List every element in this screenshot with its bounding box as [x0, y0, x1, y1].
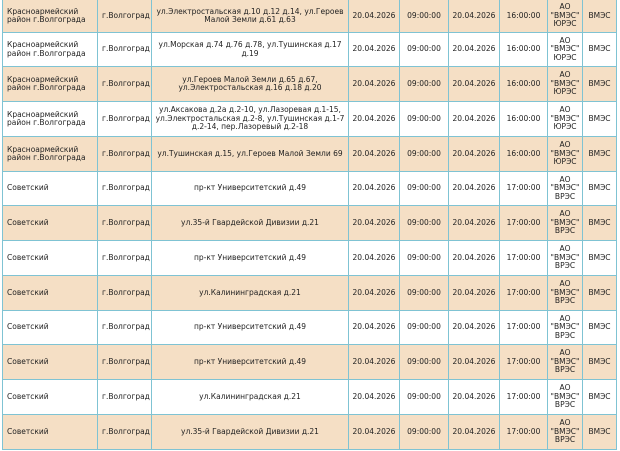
district-cell: Красноармейский район г.Волгограда	[3, 33, 98, 67]
company-cell: АО "ВМЭС" ЮРЭС	[548, 102, 583, 137]
table-row	[3, 137, 617, 172]
city-cell: г.Волгоград	[98, 172, 152, 206]
district-cell: Советский	[3, 241, 98, 276]
company-cell: АО "ВМЭС" ВРЭС	[548, 241, 583, 276]
table-row	[3, 276, 617, 311]
district-cell: Советский	[3, 415, 98, 450]
streets-cell: ул.35-й Гвардейской Дивизии д.21	[152, 206, 349, 241]
start-time-cell: 09:00:00	[400, 0, 449, 33]
owner-cell: ВМЭС	[583, 415, 617, 450]
streets-cell: ул.Калининградская д.21	[152, 276, 349, 311]
owner-cell: ВМЭС	[583, 0, 617, 33]
start-date-cell: 20.04.2026	[349, 172, 400, 206]
table-row	[3, 172, 617, 206]
end-date-cell: 20.04.2026	[449, 380, 500, 415]
company-cell: АО "ВМЭС" ВРЭС	[548, 206, 583, 241]
company-cell: АО "ВМЭС" ЮРЭС	[548, 137, 583, 172]
district-cell: Советский	[3, 172, 98, 206]
streets-cell: пр-кт Университетский д.49	[152, 172, 349, 206]
streets-cell: ул.Калининградская д.21	[152, 380, 349, 415]
start-time-cell: 09:00:00	[400, 137, 449, 172]
end-time-cell: 16:00:00	[500, 0, 548, 33]
outage-table	[2, 0, 617, 450]
end-date-cell: 20.04.2026	[449, 33, 500, 67]
end-date-cell: 20.04.2026	[449, 67, 500, 102]
end-time-cell: 16:00:00	[500, 67, 548, 102]
start-date-cell: 20.04.2026	[349, 241, 400, 276]
start-time-cell: 09:00:00	[400, 67, 449, 102]
company-cell: АО "ВМЭС" ЮРЭС	[548, 0, 583, 33]
city-cell: г.Волгоград	[98, 206, 152, 241]
end-date-cell: 20.04.2026	[449, 276, 500, 311]
table-row	[3, 241, 617, 276]
city-cell: г.Волгоград	[98, 415, 152, 450]
city-cell: г.Волгоград	[98, 276, 152, 311]
district-cell: Советский	[3, 380, 98, 415]
company-cell: АО "ВМЭС" ВРЭС	[548, 311, 583, 345]
district-cell: Советский	[3, 345, 98, 380]
end-date-cell: 20.04.2026	[449, 345, 500, 380]
district-cell: Красноармейский район г.Волгограда	[3, 67, 98, 102]
owner-cell: ВМЭС	[583, 102, 617, 137]
streets-cell: ул.Героев Малой Земли д.65 д.67, ул.Электростальская д.16 д.18 д.20	[152, 67, 349, 102]
city-cell: г.Волгоград	[98, 0, 152, 33]
end-date-cell: 20.04.2026	[449, 102, 500, 137]
end-time-cell: 17:00:00	[500, 415, 548, 450]
city-cell: г.Волгоград	[98, 102, 152, 137]
table-row	[3, 345, 617, 380]
owner-cell: ВМЭС	[583, 311, 617, 345]
start-date-cell: 20.04.2026	[349, 276, 400, 311]
start-time-cell: 09:00:00	[400, 102, 449, 137]
end-time-cell: 17:00:00	[500, 206, 548, 241]
company-cell: АО "ВМЭС" ВРЭС	[548, 276, 583, 311]
streets-cell: пр-кт Университетский д.49	[152, 241, 349, 276]
end-date-cell: 20.04.2026	[449, 241, 500, 276]
table-row	[3, 0, 617, 33]
table-row	[3, 33, 617, 67]
outage-table-body	[3, 0, 617, 450]
start-time-cell: 09:00:00	[400, 276, 449, 311]
city-cell: г.Волгоград	[98, 380, 152, 415]
end-time-cell: 17:00:00	[500, 311, 548, 345]
start-time-cell: 09:00:00	[400, 345, 449, 380]
owner-cell: ВМЭС	[583, 33, 617, 67]
company-cell: АО "ВМЭС" ВРЭС	[548, 172, 583, 206]
streets-cell: ул.Электростальская д.10 д.12 д.14, ул.Героев Малой Земли д.61 д.63	[152, 0, 349, 33]
start-time-cell: 09:00:00	[400, 206, 449, 241]
table-row	[3, 67, 617, 102]
district-cell: Советский	[3, 206, 98, 241]
end-time-cell: 17:00:00	[500, 380, 548, 415]
district-cell: Советский	[3, 276, 98, 311]
start-date-cell: 20.04.2026	[349, 311, 400, 345]
city-cell: г.Волгоград	[98, 241, 152, 276]
owner-cell: ВМЭС	[583, 380, 617, 415]
district-cell: Красноармейский район г.Волгограда	[3, 102, 98, 137]
start-time-cell: 09:00:00	[400, 311, 449, 345]
company-cell: АО "ВМЭС" ЮРЭС	[548, 33, 583, 67]
owner-cell: ВМЭС	[583, 345, 617, 380]
start-date-cell: 20.04.2026	[349, 33, 400, 67]
owner-cell: ВМЭС	[583, 67, 617, 102]
end-date-cell: 20.04.2026	[449, 0, 500, 33]
streets-cell: пр-кт Университетский д.49	[152, 345, 349, 380]
company-cell: АО "ВМЭС" ВРЭС	[548, 345, 583, 380]
start-date-cell: 20.04.2026	[349, 137, 400, 172]
streets-cell: ул.35-й Гвардейской Дивизии д.21	[152, 415, 349, 450]
start-date-cell: 20.04.2026	[349, 380, 400, 415]
owner-cell: ВМЭС	[583, 137, 617, 172]
city-cell: г.Волгоград	[98, 67, 152, 102]
district-cell: Советский	[3, 311, 98, 345]
city-cell: г.Волгоград	[98, 33, 152, 67]
table-row	[3, 380, 617, 415]
start-time-cell: 09:00:00	[400, 241, 449, 276]
city-cell: г.Волгоград	[98, 311, 152, 345]
start-date-cell: 20.04.2026	[349, 67, 400, 102]
streets-cell: ул.Морская д.74 д.76 д.78, ул.Тушинская д.17 д.19	[152, 33, 349, 67]
end-time-cell: 16:00:00	[500, 33, 548, 67]
owner-cell: ВМЭС	[583, 241, 617, 276]
start-time-cell: 09:00:00	[400, 172, 449, 206]
company-cell: АО "ВМЭС" ВРЭС	[548, 415, 583, 450]
table-row	[3, 311, 617, 345]
end-date-cell: 20.04.2026	[449, 137, 500, 172]
start-date-cell: 20.04.2026	[349, 102, 400, 137]
start-time-cell: 09:00:00	[400, 380, 449, 415]
streets-cell: ул.Тушинская д.15, ул.Героев Малой Земли 69	[152, 137, 349, 172]
start-date-cell: 20.04.2026	[349, 345, 400, 380]
end-date-cell: 20.04.2026	[449, 172, 500, 206]
end-date-cell: 20.04.2026	[449, 206, 500, 241]
district-cell: Красноармейский район г.Волгограда	[3, 0, 98, 33]
end-time-cell: 17:00:00	[500, 241, 548, 276]
start-date-cell: 20.04.2026	[349, 415, 400, 450]
end-date-cell: 20.04.2026	[449, 415, 500, 450]
start-time-cell: 09:00:00	[400, 33, 449, 67]
owner-cell: ВМЭС	[583, 172, 617, 206]
city-cell: г.Волгоград	[98, 137, 152, 172]
end-time-cell: 17:00:00	[500, 172, 548, 206]
city-cell: г.Волгоград	[98, 345, 152, 380]
table-row	[3, 206, 617, 241]
district-cell: Красноармейский район г.Волгограда	[3, 137, 98, 172]
streets-cell: пр-кт Университетский д.49	[152, 311, 349, 345]
start-time-cell: 09:00:00	[400, 415, 449, 450]
table-row	[3, 415, 617, 450]
end-time-cell: 17:00:00	[500, 345, 548, 380]
owner-cell: ВМЭС	[583, 206, 617, 241]
company-cell: АО "ВМЭС" ВРЭС	[548, 380, 583, 415]
start-date-cell: 20.04.2026	[349, 206, 400, 241]
end-time-cell: 16:00:00	[500, 102, 548, 137]
streets-cell: ул.Аксакова д.2а д.2-10, ул.Лазоревая д.1-15, ул.Электростальская д.2-8, ул.Тушинская д.1-7 д.2-14, пер.Лазоревый д.2-18	[152, 102, 349, 137]
owner-cell: ВМЭС	[583, 276, 617, 311]
end-time-cell: 16:00:00	[500, 137, 548, 172]
end-date-cell: 20.04.2026	[449, 311, 500, 345]
table-row	[3, 102, 617, 137]
start-date-cell: 20.04.2026	[349, 0, 400, 33]
company-cell: АО "ВМЭС" ЮРЭС	[548, 67, 583, 102]
end-time-cell: 17:00:00	[500, 276, 548, 311]
